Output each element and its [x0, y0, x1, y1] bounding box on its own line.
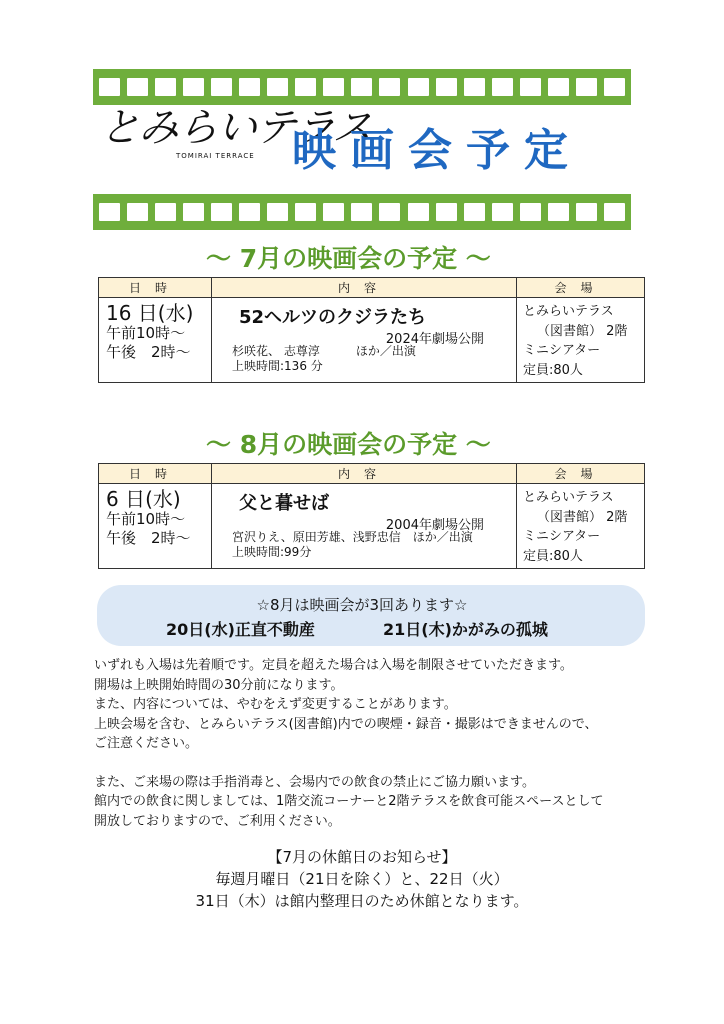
july-section-title: ～ 7月の映画会の予定 ～ — [206, 244, 491, 273]
note-line: ご注意ください。 — [94, 736, 199, 751]
table-header — [99, 278, 644, 298]
august-schedule-table — [98, 463, 645, 569]
cast: 宮沢りえ、原田芳雄、浅野忠信 ほか／出演 — [232, 530, 473, 544]
movie-title: 52ヘルツのクジラたち — [239, 307, 427, 328]
venue-room: ミニシアター — [523, 529, 601, 544]
cast: 杉咲花、 志尊淳 ほか／出演 — [232, 344, 416, 358]
screening-time-morning: 午前10時～ — [106, 510, 186, 528]
header-date: 日時 — [99, 278, 212, 297]
venue-floor: （図書館） 2階 — [537, 509, 628, 525]
venue-capacity: 定員:80人 — [523, 548, 583, 564]
header-date: 日時 — [99, 464, 212, 483]
logo-english: TOMIRAI TERRACE — [176, 152, 255, 160]
page-title: 映画会予定 — [292, 125, 582, 176]
closed-heading: 【7月の休館日のお知らせ】 — [267, 848, 457, 866]
note-line: 上映会場を含む、とみらいテラス(図書館)内での喫煙・録音・撮影はできませんので、 — [94, 716, 598, 732]
notes — [94, 656, 604, 831]
note-line: 館内での飲食に関しましては、1階交流コーナーと2階テラスを飲食可能スペースとして — [94, 794, 604, 809]
note-line: また、ご来場の際は手指消毒と、会場内での飲食の禁止にご協力願います。 — [94, 774, 535, 790]
header-content: 内容 — [212, 464, 517, 483]
note-line: いずれも入場は先着順です。定員を超えた場合は入場を制限させていただきます。 — [94, 658, 573, 673]
info-movie-1: 20日(水)正直不動産 — [166, 620, 315, 639]
july-schedule-table — [98, 277, 645, 383]
venue-capacity: 定員:80人 — [523, 362, 583, 378]
closed-line-2: 31日（木）は館内整理日のため休館となります。 — [195, 892, 529, 910]
info-heading: ☆8月は映画会が3回あります☆ — [256, 596, 468, 614]
film-strip-top — [93, 69, 631, 105]
table-header — [99, 464, 644, 484]
info-movie-2: 21日(木)かがみの孤城 — [383, 620, 548, 639]
release-year: 2024年劇場公開 — [385, 332, 484, 347]
screening-date: 16 日(水) — [106, 301, 194, 325]
venue-room: ミニシアター — [523, 343, 601, 358]
note-line: 開場は上映開始時間の30分前になります。 — [94, 677, 344, 693]
note-line: 開放しておりますので、ご利用ください。 — [94, 813, 341, 829]
screening-date: 6 日(水) — [106, 487, 181, 511]
movie-title: 父と暮せば — [239, 493, 329, 514]
screening-time-afternoon: 午後 2時～ — [106, 528, 191, 547]
venue-name: とみらいテラス — [523, 490, 614, 505]
runtime: 上映時間:136 分 — [232, 359, 323, 373]
header-venue: 会場 — [554, 467, 607, 481]
release-year: 2004年劇場公開 — [385, 518, 484, 533]
header-content: 内容 — [212, 278, 517, 297]
runtime: 上映時間:99分 — [232, 545, 312, 559]
venue-floor: （図書館） 2階 — [537, 323, 628, 339]
film-strip-bottom — [93, 194, 631, 230]
screening-time-morning: 午前10時～ — [106, 324, 186, 342]
closed-line-1: 毎週月曜日（21日を除く）と、22日（火） — [215, 870, 509, 888]
logo-japanese: とみらいテラス — [98, 105, 374, 151]
august-section-title: ～ 8月の映画会の予定 ～ — [206, 430, 491, 459]
header-venue: 会場 — [554, 281, 607, 295]
screening-time-afternoon: 午後 2時～ — [106, 342, 191, 361]
note-line: また、内容については、やむをえず変更することがあります。 — [94, 697, 457, 712]
venue-name: とみらいテラス — [523, 304, 614, 319]
